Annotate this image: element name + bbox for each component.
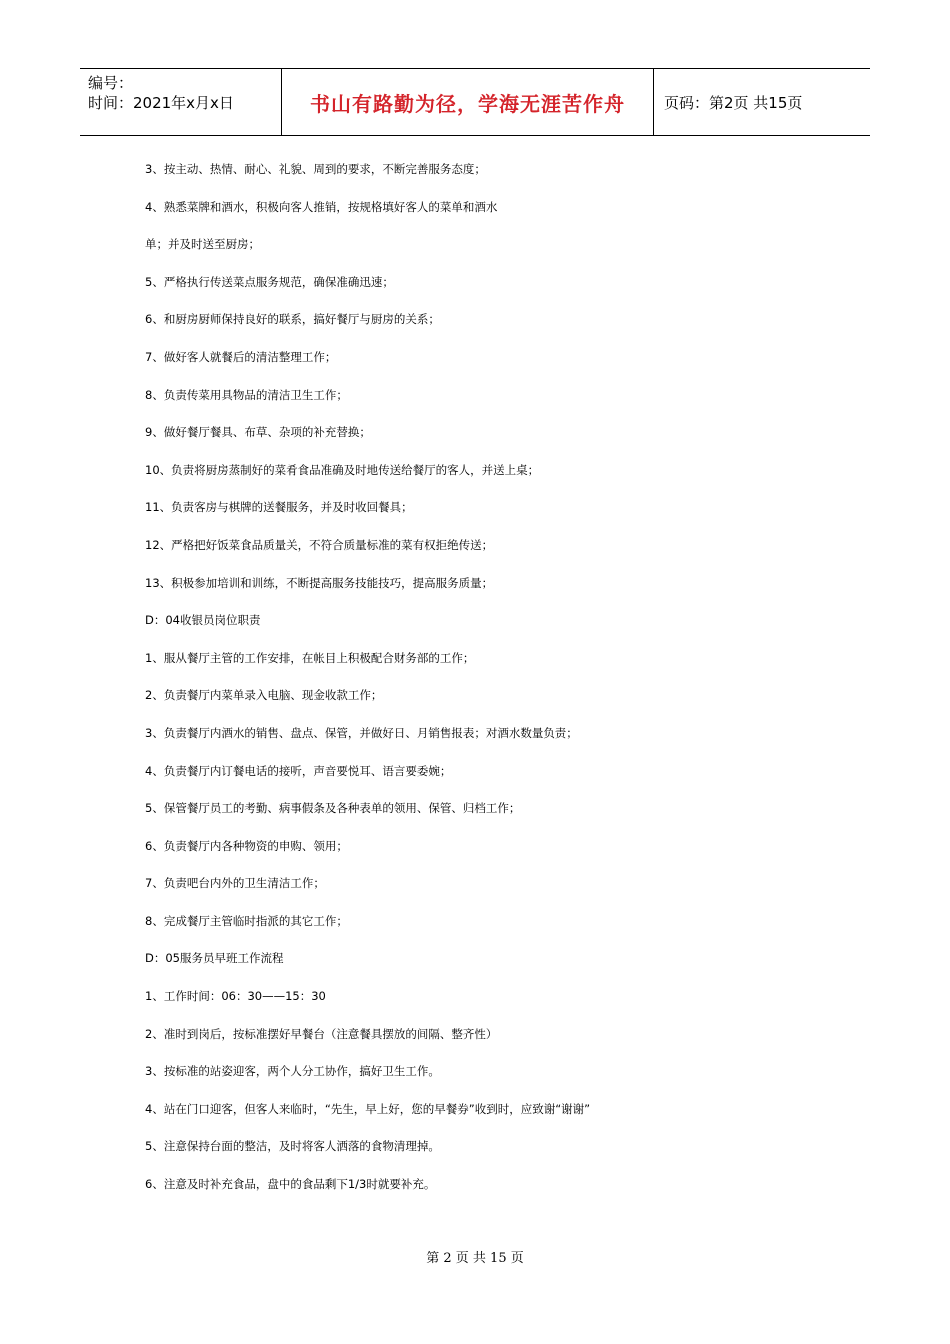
text-line: 3、负责餐厅内酒水的销售、盘点、保管，并做好日、月销售报表；对酒水数量负责；: [145, 725, 578, 740]
text-line: 4、负责餐厅内订餐电话的接听，声音要悦耳、语言要委婉；: [145, 763, 452, 778]
number-label: 编号：: [88, 74, 134, 92]
text-line: 12、严格把好饭菜食品质量关，不符合质量标准的菜有权拒绝传送；: [145, 537, 494, 552]
text-line: 5、注意保持台面的整洁，及时将客人洒落的食物清理掉。: [145, 1139, 440, 1154]
text-line: 11、负责客房与棋牌的送餐服务，并及时收回餐具；: [145, 500, 413, 515]
text-line: 7、做好客人就餐后的清洁整理工作；: [145, 349, 337, 364]
text-line: 4、熟悉菜牌和酒水，积极向客人推销，按规格填好客人的菜单和酒水: [145, 199, 498, 214]
text-line: 9、做好餐厅餐具、布草、杂项的补充替换；: [145, 425, 371, 440]
text-line: 6、和厨房厨师保持良好的联系，搞好餐厅与厨房的关系；: [145, 312, 440, 327]
text-line: 2、准时到岗后，按标准摆好早餐台（注意餐具摆放的间隔、整齐性）: [145, 1026, 498, 1041]
text-line: 7、负责吧台内外的卫生清洁工作；: [145, 876, 325, 891]
section-heading: D：05服务员早班工作流程: [145, 951, 284, 966]
header-page-info: 页码：第2页 共15页: [664, 93, 803, 112]
text-line: 8、完成餐厅主管临时指派的其它工作；: [145, 913, 348, 928]
text-line: 1、服从餐厅主管的工作安排，在帐目上积极配合财务部的工作；: [145, 650, 475, 665]
text-line: 10、负责将厨房蒸制好的菜肴食品准确及时地传送给餐厅的客人，并送上桌；: [145, 462, 540, 477]
text-line: 单；并及时送至厨房；: [145, 237, 260, 252]
header-meta: [80, 69, 281, 135]
page-footer: 第 2 页 共 15 页: [426, 1251, 524, 1266]
time-label: 时间：2021年x月x日: [88, 94, 234, 112]
text-line: 5、保管餐厅员工的考勤、病事假条及各种表单的领用、保管、归档工作；: [145, 801, 521, 816]
document-body: [145, 162, 845, 1215]
text-line: 13、积极参加培训和训练，不断提高服务技能技巧，提高服务质量；: [145, 575, 494, 590]
text-line: 5、严格执行传送菜点服务规范，确保准确迅速；: [145, 274, 394, 289]
text-line: 3、按主动、热情、耐心、礼貌、周到的要求，不断完善服务态度；: [145, 162, 486, 176]
text-line: 8、负责传菜用具物品的清洁卫生工作；: [145, 387, 348, 402]
header-motto: 书山有路勤为径，学海无涯苦作舟: [281, 69, 654, 135]
text-line: 3、按标准的站姿迎客，两个人分工协作，搞好卫生工作。: [145, 1064, 440, 1079]
text-line: 6、注意及时补充食品，盘中的食品剩下1/3时就要补充。: [145, 1177, 436, 1192]
text-line: 4、站在门口迎客，但客人来临时，“先生，早上好，您的早餐券”收到时，应致谢“谢谢”: [145, 1101, 591, 1116]
text-line: 1、工作时间：06：30——15：30: [145, 989, 326, 1004]
text-line: 2、负责餐厅内菜单录入电脑、现金收款工作；: [145, 688, 383, 703]
section-heading: D：04收银员岗位职责: [145, 613, 261, 628]
text-line: 6、负责餐厅内各种物资的申购、领用；: [145, 838, 348, 853]
page-header: [80, 68, 870, 136]
